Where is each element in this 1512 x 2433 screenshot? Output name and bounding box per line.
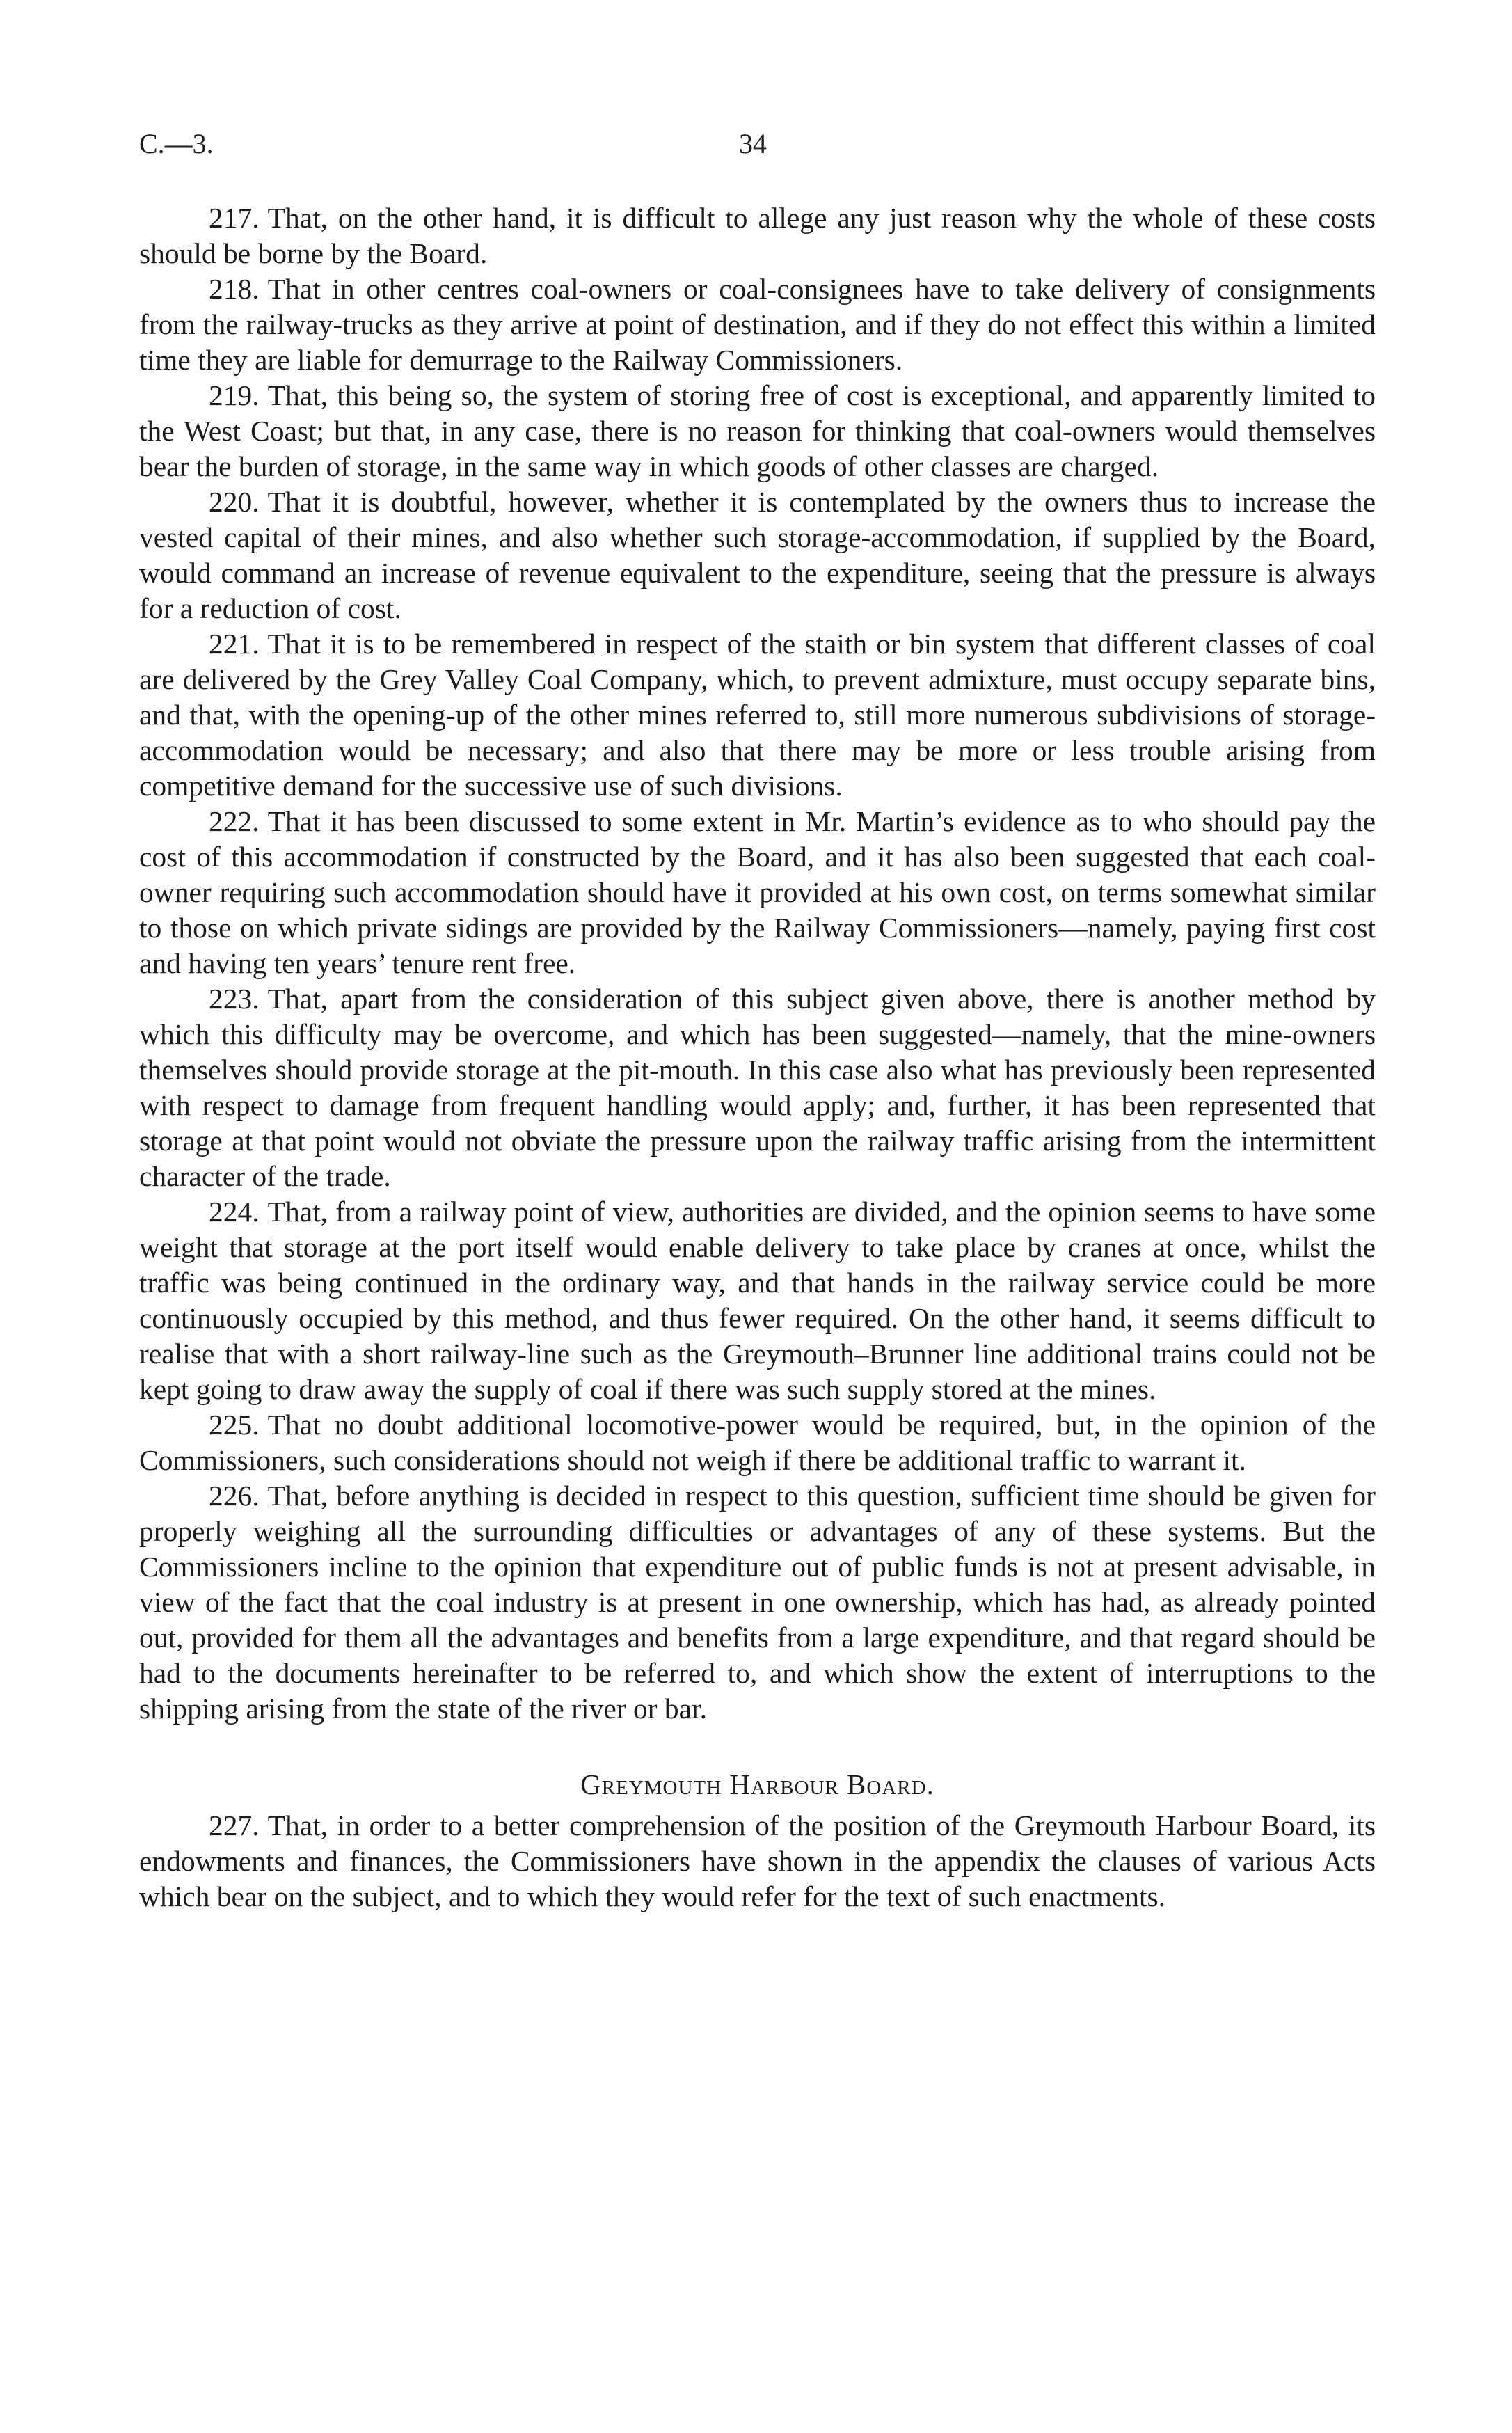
paragraph-221 [139, 626, 1376, 804]
paragraph-number: 224. [209, 1196, 260, 1228]
paragraph-text: That, this being so, the system of storing free of cost is exceptional, and apparently limited to the West Coast; but that, in any case, there is no reason for thinking that coal-owners would themselves bear the burden of storage, in the same way in which goods of other classes are charged. [139, 379, 1376, 482]
paragraph-text: That it is doubtful, however, whether it is contemplated by the owners thus to increase the vested capital of their mines, and also whether such storage-accommodation, if supplied by the Board, would command an increase of revenue equivalent to the expenditure, seeing that the pressure is always for a reduction of cost. [139, 486, 1376, 624]
paragraph-number: 225. [209, 1409, 260, 1441]
paragraph-text: That, before anything is decided in respect to this question, sufficient time should be given for properly weighing all the surrounding difficulties or advantages of any of these systems. But the Commissioners incline to the opinion that expenditure out of public funds is not at present advisable, in view of the fact that the coal industry is at present in one ownership, which has had, as already pointed out, provided for them all the advantages and benefits from a large expenditure, and that regard should be had to the documents hereinafter to be referred to, and which show the extent of interruptions to the shipping arising from the state of the river or bar. [139, 1480, 1376, 1725]
paragraph-222 [139, 804, 1376, 981]
paragraph-number: 223. [209, 983, 260, 1015]
document-page [139, 0, 1376, 2433]
paragraph-number: 220. [209, 486, 260, 518]
paragraph-227 [139, 1808, 1376, 1915]
paragraph-text: That no doubt additional locomotive-power would be required, but, in the opinion of the Commissioners, such considerations should not weigh if there be additional traffic to warrant it. [139, 1409, 1376, 1476]
paragraph-224 [139, 1194, 1376, 1407]
page-number: 34 [739, 128, 767, 159]
paragraph-number: 219. [209, 379, 260, 411]
paragraph-number: 217. [209, 202, 260, 234]
section-heading: Greymouth Harbour Board. [580, 1768, 934, 1800]
paragraph-225 [139, 1407, 1376, 1478]
paragraph-text: That it is to be remembered in respect of the staith or bin system that different classes of coal are delivered by the Grey Valley Coal Company, which, to prevent admixture, must occupy separate bins, and that, with the opening-up of the other mines referred to, still more numerous subdivisions of storage-accommodation would be necessary; and also that there may be more or less trouble arising from competitive demand for the successive use of such divisions. [139, 628, 1376, 802]
paragraph-number: 221. [209, 628, 260, 660]
page-header [139, 127, 1376, 169]
paragraph-text: That, from a railway point of view, authorities are divided, and the opinion seems to have some weight that storage at the port itself would enable delivery to take place by cranes at once, whilst the traffic was being continued in the ordinary way, and that hands in the railway service could be more continuously occupied by this method, and thus fewer required. On the other hand, it seems difficult to realise that with a short railway-line such as the Greymouth–Brunner line additional trains could not be kept going to draw away the supply of coal if there was such supply stored at the mines. [139, 1196, 1376, 1405]
paragraph-226 [139, 1478, 1376, 1727]
paragraph-text: That it has been discussed to some extent in Mr. Martin’s evidence as to who should pay the cost of this accommodation if constructed by the Board, and it has also been suggested that each coal-owner requiring such accommodation should have it provided at his own cost, on terms somewhat similar to those on which private sidings are provided by the Railway Commissioners—namely, paying first cost and having ten years’ tenure rent free. [139, 805, 1376, 979]
paragraph-number: 227. [209, 1809, 260, 1841]
paragraph-number: 226. [209, 1480, 260, 1512]
paragraph-223 [139, 981, 1376, 1194]
paragraph-218 [139, 271, 1376, 378]
paragraph-number: 222. [209, 805, 260, 837]
paragraph-text: That, on the other hand, it is difficult to allege any just reason why the whole of these costs should be borne by the Board. [139, 202, 1376, 269]
paragraph-text: That, apart from the consideration of this subject given above, there is another method by which this difficulty may be overcome, and which has been suggested—namely, that the mine-owners themselves should provide storage at the pit-mouth. In this case also what has previously been represented with respect to damage from frequent handling would apply; and, further, it has been represented that storage at that point would not obviate the pressure upon the railway traffic arising from the intermittent character of the trade. [139, 983, 1376, 1192]
paragraph-text: That, in order to a better comprehension of the position of the Greymouth Harbour Board, its endowments and finances, the Commissioners have shown in the appendix the clauses of various Acts which bear on the subject, and to which they would refer for the text of such enactments. [139, 1809, 1376, 1912]
paragraph-219 [139, 378, 1376, 484]
paragraph-number: 218. [209, 273, 260, 305]
paragraph-220 [139, 484, 1376, 626]
document-reference: C.—3. [139, 128, 214, 159]
paragraph-text: That in other centres coal-owners or coal-consignees have to take delivery of consignments from the railway-trucks as they arrive at point of destination, and if they do not effect this within a limited time they are liable for demurrage to the Railway Commissioners. [139, 273, 1376, 376]
document-body [139, 200, 1376, 1915]
paragraph-217 [139, 200, 1376, 271]
